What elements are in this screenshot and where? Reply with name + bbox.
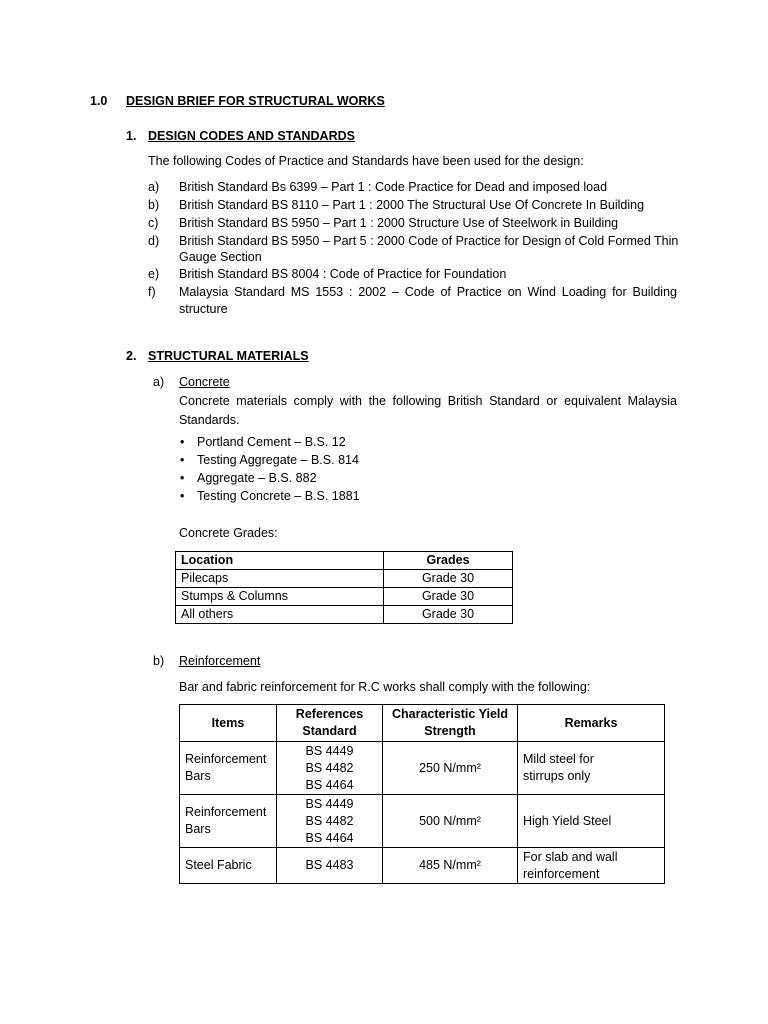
code-item-e-label: e): [148, 267, 160, 281]
table-cell: Steel Fabric: [180, 848, 277, 884]
concrete-label: a): [153, 375, 165, 389]
reinforcement-intro: Bar and fabric reinforcement for R.C works shall comply with the following:: [179, 680, 591, 694]
table-cell: BS 4449 BS 4482 BS 4464: [277, 742, 383, 795]
table-cell: Reinforcement Bars: [180, 742, 277, 795]
table-cell: Reinforcement Bars: [180, 795, 277, 848]
reinforcement-label: b): [153, 654, 165, 668]
code-item-f-line1: Malaysia Standard MS 1553 : 2002 – Code of Practice on Wind Loading for Building: [179, 285, 677, 299]
code-item-b-label: b): [148, 198, 160, 212]
table-cell: Mild steel for stirrups only: [518, 742, 665, 795]
code-item-c-label: c): [148, 216, 159, 230]
concrete-standards-list: [179, 433, 360, 505]
code-item-a-label: a): [148, 180, 160, 194]
code-item-d-label: d): [148, 234, 160, 248]
table-header-row: [180, 705, 665, 742]
list-item: • Testing Aggregate – B.S. 814: [179, 451, 360, 469]
table-cell: BS 4483: [277, 848, 383, 884]
section-number: 1.0: [90, 94, 108, 108]
concrete-line2: Standards.: [179, 413, 240, 427]
list-item: • Portland Cement – B.S. 12: [179, 433, 360, 451]
materials-title: STRUCTURAL MATERIALS: [148, 349, 309, 363]
code-item-d-line1: British Standard BS 5950 – Part 5 : 2000 Code of Practice for Design of Cold Formed Thin: [179, 234, 679, 248]
table-row: [180, 848, 665, 884]
table-row: [176, 570, 513, 588]
codes-title: DESIGN CODES AND STANDARDS: [148, 129, 355, 143]
code-item-f-line2: structure: [179, 302, 228, 316]
header-grades: Grades: [384, 552, 513, 570]
code-item-c: British Standard BS 5950 – Part 1 : 2000 Structure Use of Steelwork in Building: [179, 216, 619, 230]
table-row: [180, 742, 665, 795]
codes-intro: The following Codes of Practice and Standards have been used for the design:: [148, 154, 584, 168]
concrete-title: Concrete: [179, 375, 230, 389]
codes-number: 1.: [126, 129, 137, 143]
table-cell: 500 N/mm²: [383, 795, 518, 848]
table-cell: For slab and wall reinforcement: [518, 848, 665, 884]
table-cell: 250 N/mm²: [383, 742, 518, 795]
table-row: [176, 606, 513, 624]
concrete-line1: Concrete materials comply with the following British Standard or equivalent Malaysia: [179, 394, 677, 408]
concrete-grades-table: [175, 551, 513, 624]
code-item-a: British Standard Bs 6399 – Part 1 : Code Practice for Dead and imposed load: [179, 180, 608, 194]
code-item-f-label: f): [148, 285, 156, 299]
header-yield-strength: Characteristic Yield Strength: [383, 705, 518, 742]
table-row: [180, 795, 665, 848]
header-items: Items: [180, 705, 277, 742]
code-item-b: British Standard BS 8110 – Part 1 : 2000 The Structural Use Of Concrete In Building: [179, 198, 645, 212]
reinforcement-title: Reinforcement: [179, 654, 261, 668]
table-cell: BS 4449 BS 4482 BS 4464: [277, 795, 383, 848]
table-row: [176, 588, 513, 606]
header-location: Location: [176, 552, 384, 570]
materials-number: 2.: [126, 349, 137, 363]
concrete-grades-label: Concrete Grades:: [179, 526, 278, 540]
table-cell: Pilecaps: [176, 570, 384, 588]
reinforcement-table: [179, 704, 665, 884]
header-references: References Standard: [277, 705, 383, 742]
code-item-e: British Standard BS 8004 : Code of Practice for Foundation: [179, 267, 507, 281]
table-cell: 485 N/mm²: [383, 848, 518, 884]
code-item-d-line2: Gauge Section: [179, 250, 262, 264]
table-cell: Grade 30: [384, 606, 513, 624]
table-cell: All others: [176, 606, 384, 624]
section-title: DESIGN BRIEF FOR STRUCTURAL WORKS: [126, 94, 385, 108]
table-cell: Grade 30: [384, 588, 513, 606]
header-remarks: Remarks: [518, 705, 665, 742]
list-item: • Aggregate – B.S. 882: [179, 469, 360, 487]
table-cell: Stumps & Columns: [176, 588, 384, 606]
list-item: • Testing Concrete – B.S. 1881: [179, 487, 360, 505]
table-header-row: [176, 552, 513, 570]
table-cell: Grade 30: [384, 570, 513, 588]
table-cell: High Yield Steel: [518, 795, 665, 848]
